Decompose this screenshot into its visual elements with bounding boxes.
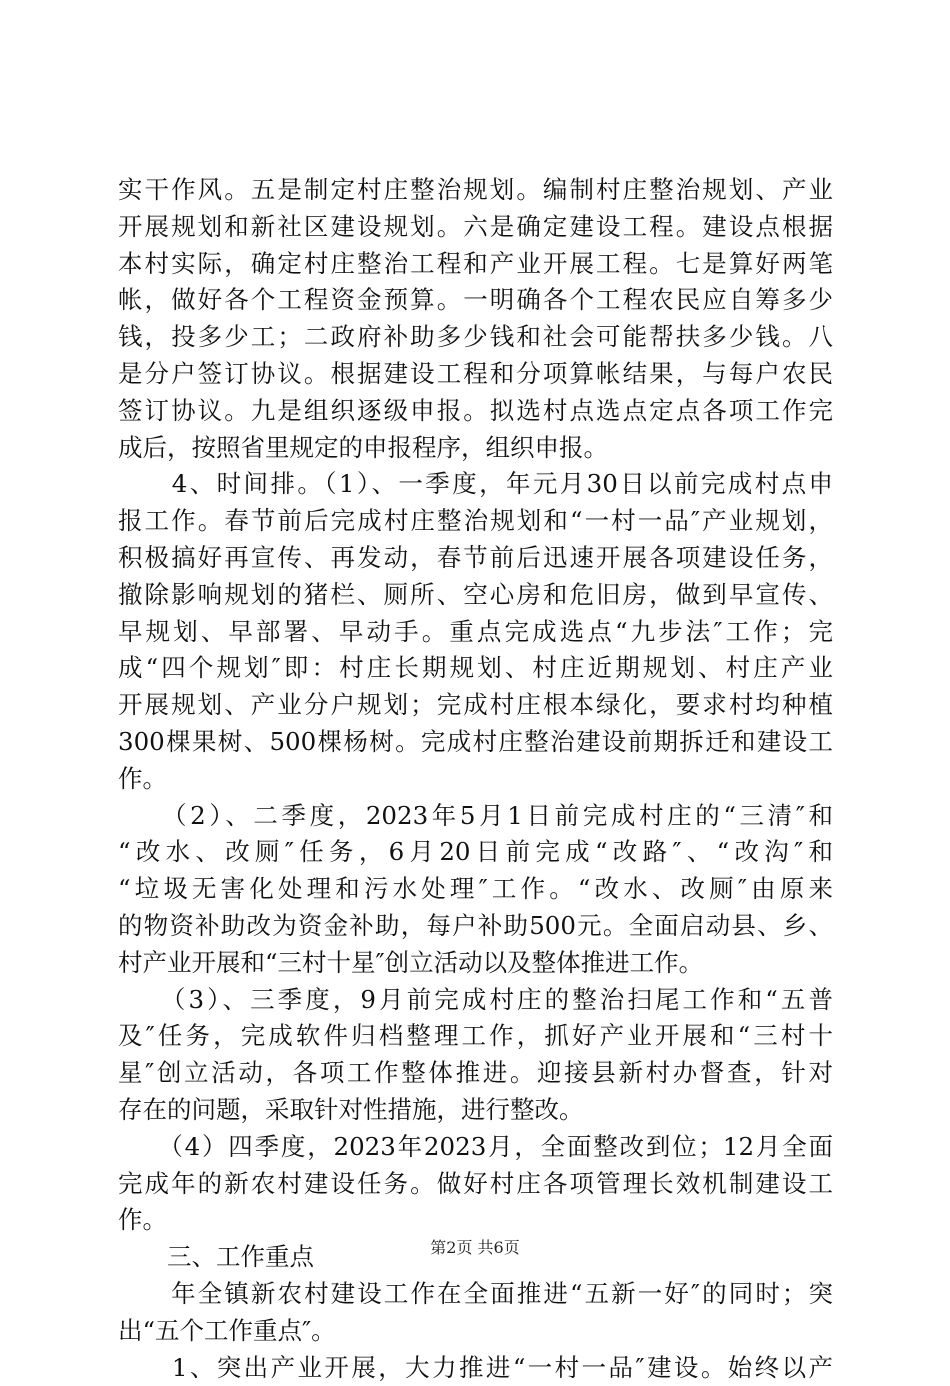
text-line: 本村实际，确定村庄整治工程和产业开展工程。七是算好两笔: [118, 246, 833, 283]
text-line: 成“四个规划″即：村庄长期规划、村庄近期规划、村庄产业: [118, 650, 833, 687]
text-line: 星″创立活动，各项工作整体推进。迎接县新村办督查，针对: [118, 1055, 833, 1092]
text-line: 及″任务，完成软件归档整理工作，抓好产业开展和“三村十: [118, 1018, 833, 1055]
text-line: 出“五个工作重点″。: [118, 1313, 833, 1350]
text-line: 作。: [118, 1202, 833, 1239]
text-line: 开展规划和新社区建设规划。六是确定建设工程。建设点根据: [118, 209, 833, 246]
text-line: 村产业开展和“三村十星″创立活动以及整体推进工作。: [118, 945, 833, 982]
text-line: 积极搞好再宣传、再发动，春节前后迅速开展各项建设任务，: [118, 540, 833, 577]
text-line: 300棵果树、500棵杨树。完成村庄整治建设前期拆迁和建设工: [118, 724, 833, 761]
text-line: 早规划、早部署、早动手。重点完成选点“九步法″工作；完: [118, 614, 833, 651]
text-line: 成后，按照省里规定的申报程序，组织申报。: [118, 430, 833, 467]
text-line: 开展规划、产业分户规划；完成村庄根本绿化，要求村均种植: [118, 687, 833, 724]
text-line: （2）、二季度，2023年5月1日前完成村庄的“三清″和: [118, 798, 833, 835]
page-number-footer: 第2页 共6页: [0, 1238, 950, 1258]
text-line: 1、突出产业开展，大力推进“一村一品″建设。始终以产: [118, 1350, 833, 1386]
text-line: 钱，投多少工；二政府补助多少钱和社会可能帮扶多少钱。八: [118, 319, 833, 356]
text-line: “改水、改厕″任务，6月20日前完成“改路″、“改沟″和: [118, 834, 833, 871]
text-line: （4）四季度，2023年2023月，全面整改到位；12月全面: [118, 1129, 833, 1166]
text-line: 年全镇新农村建设工作在全面推进“五新一好″的同时；突: [118, 1276, 833, 1313]
text-line: 撤除影响规划的猪栏、厕所、空心房和危旧房，做到早宣传、: [118, 577, 833, 614]
text-line: 作。: [118, 761, 833, 798]
text-line: 帐，做好各个工程资金预算。一明确各个工程农民应自筹多少: [118, 282, 833, 319]
text-line: “垃圾无害化处理和污水处理″工作。“改水、改厕″由原来: [118, 871, 833, 908]
text-line: 的物资补助改为资金补助，每户补助500元。全面启动县、乡、: [118, 908, 833, 945]
text-line: 实干作风。五是制定村庄整治规划。编制村庄整治规划、产业: [118, 172, 833, 209]
text-line: 4、时间排。（1）、一季度，年元月30日以前完成村点申: [118, 466, 833, 503]
section-heading: 三、工作重点: [118, 1239, 833, 1276]
text-line: 是分户签订协议。根据建设工程和分项算帐结果，与每户农民: [118, 356, 833, 393]
text-line: （3）、三季度，9月前完成村庄的整治扫尾工作和“五普: [118, 982, 833, 1019]
document-body: [118, 172, 833, 1386]
text-line: 完成年的新农村建设任务。做好村庄各项管理长效机制建设工: [118, 1166, 833, 1203]
text-line: 签订协议。九是组织逐级申报。拟选村点选点定点各项工作完: [118, 393, 833, 430]
text-line: 存在的问题，采取针对性措施，进行整改。: [118, 1092, 833, 1129]
text-line: 报工作。春节前后完成村庄整治规划和“一村一品″产业规划，: [118, 503, 833, 540]
